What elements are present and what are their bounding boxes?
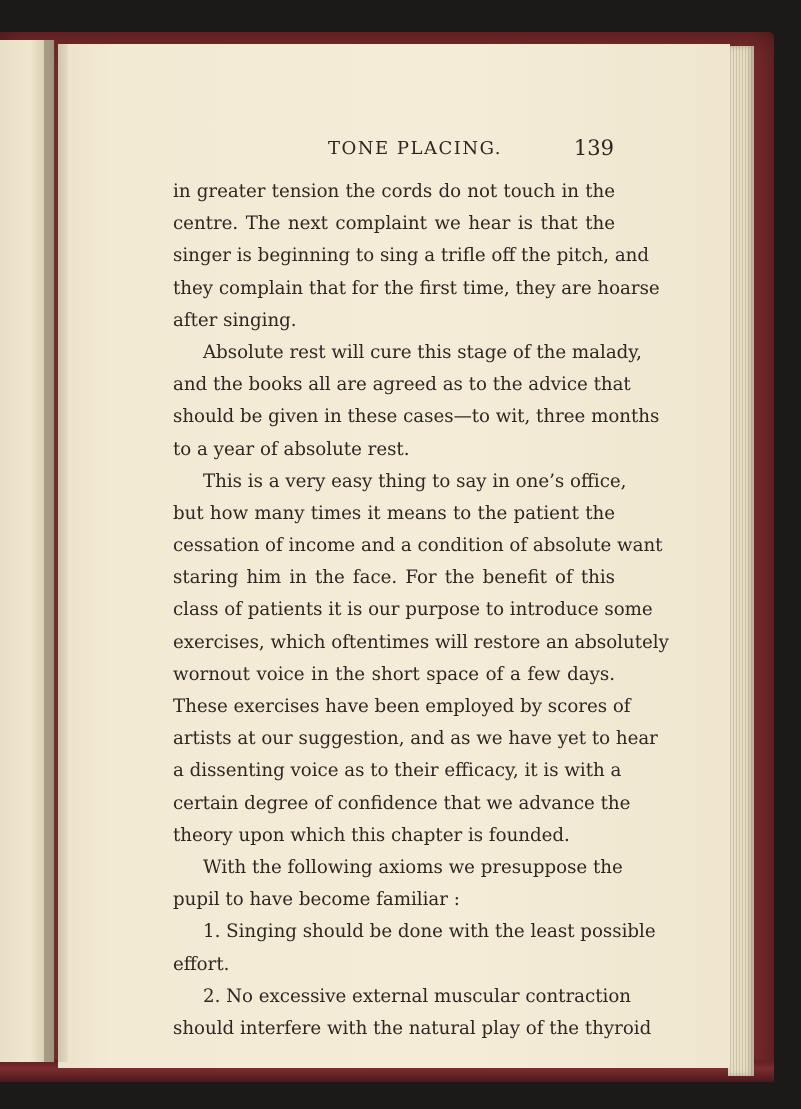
text-line: 2. No excessive external muscular contraction: [203, 985, 631, 1007]
page-edges: [728, 46, 754, 1076]
text-line: certain degree of confidence that we advance the: [173, 792, 631, 814]
text-line: in greater tension the cords do not touch in the: [173, 181, 615, 202]
text-line: With the following axioms we presuppose the: [203, 856, 623, 878]
text-line: and the books all are agreed as to the advice that: [173, 374, 631, 396]
text-line: artists at our suggestion, and as we have yet to hear: [173, 728, 658, 750]
text-line: cessation of income and a condition of absolute want: [173, 535, 663, 557]
text-line: after singing.: [173, 309, 297, 331]
text-line: centre. The next complaint we hear is that the: [173, 213, 615, 235]
text-line: staring him in the face. For the benefit of this: [173, 567, 615, 589]
text-line: These exercises have been employed by scores of: [173, 696, 631, 717]
text-line: This is a very easy thing to say in one’s office,: [203, 470, 627, 492]
text-line: effort.: [173, 953, 230, 975]
running-head-title: TONE PLACING.: [328, 138, 503, 159]
text-line: a dissenting voice as to their efficacy, it is with a: [173, 760, 622, 782]
text-line: should be given in these cases—to wit, three months: [173, 406, 660, 428]
text-line: pupil to have become familiar :: [173, 889, 460, 911]
text-line: exercises, which oftentimes will restore an absolutely: [173, 631, 669, 653]
running-head: [172, 138, 614, 166]
text-line: but how many times it means to the patient the: [173, 502, 615, 524]
text-line: singer is beginning to sing a trifle off the pitch, and: [173, 245, 650, 267]
text-line: 1. Singing should be done with the least possible: [203, 921, 656, 943]
text-line: theory upon which this chapter is founded.: [173, 824, 570, 846]
text-line: to a year of absolute rest.: [173, 438, 410, 460]
text-line: wornout voice in the short space of a few days.: [173, 663, 615, 685]
text-line: Absolute rest will cure this stage of the malady,: [203, 341, 642, 363]
gutter-shadow: [44, 40, 68, 1062]
page-number: 139: [573, 136, 614, 160]
body-text: [173, 176, 669, 1045]
text-line: class of patients it is our purpose to introduce some: [173, 599, 653, 621]
text-line: should interfere with the natural play of the thyroid: [173, 1017, 652, 1039]
text-line: they complain that for the first time, they are hoarse: [173, 277, 660, 299]
